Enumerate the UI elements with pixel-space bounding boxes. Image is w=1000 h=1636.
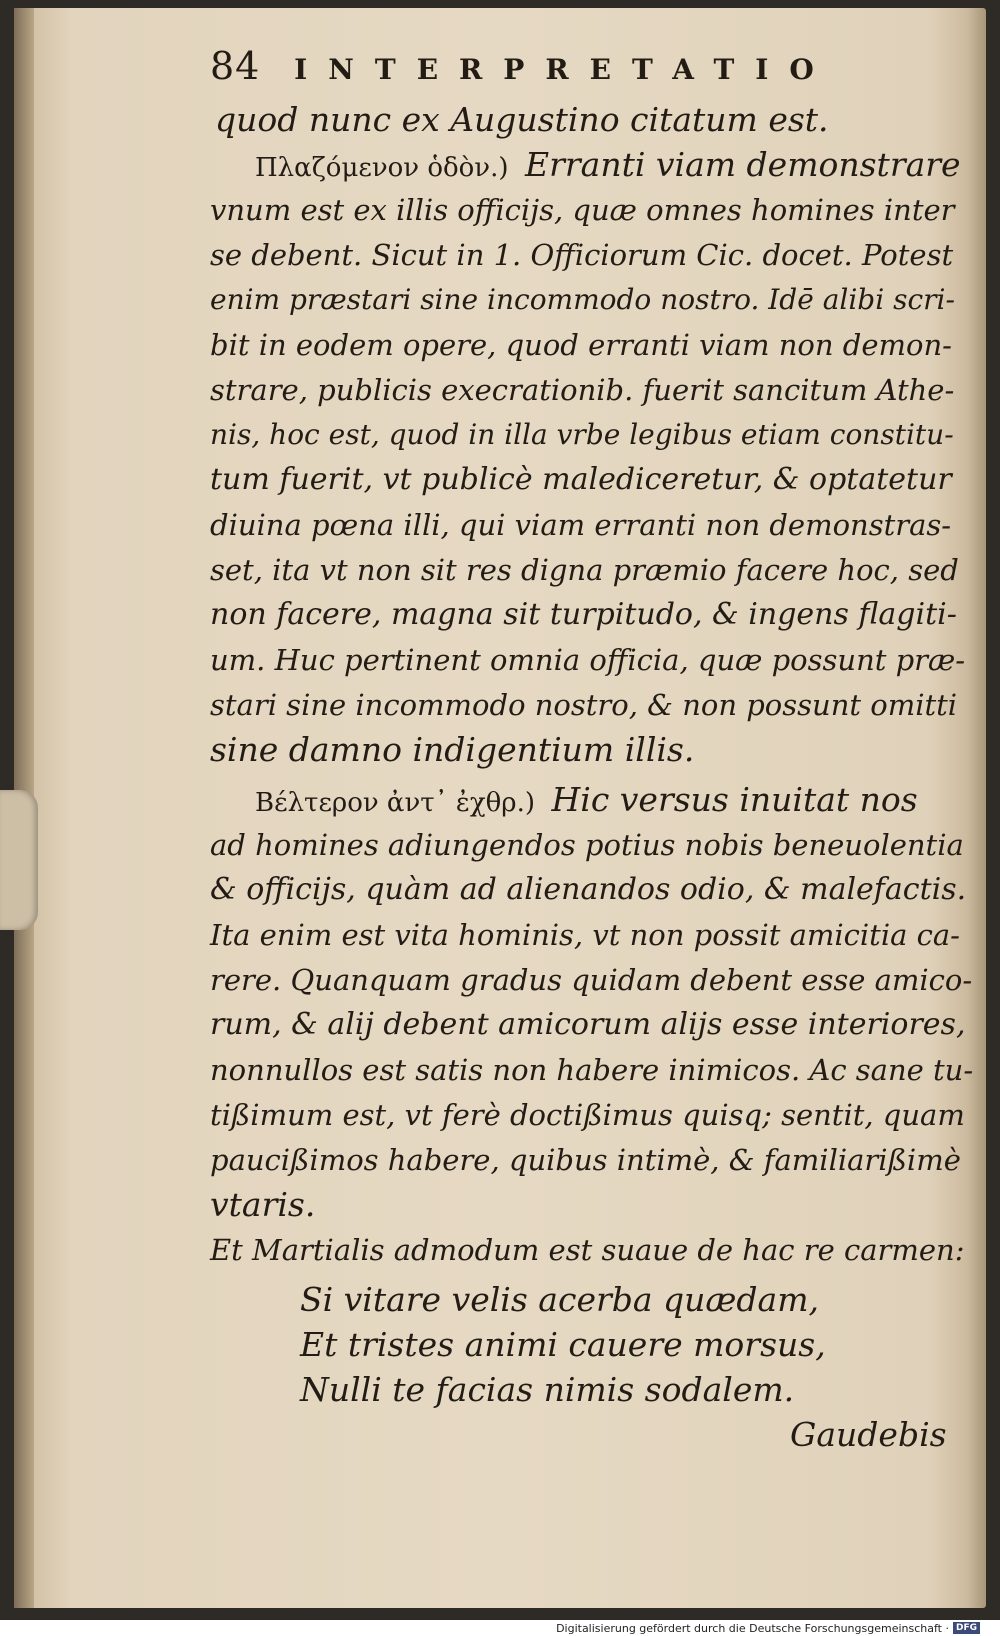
body-line-5: enim præstari sine incommodo nostro. Idē alibi scri-: [210, 283, 955, 316]
body-line-4: se debent. Sicut in 1. Officiorum Cic. docet. Potest: [210, 238, 954, 272]
body-line-20: rere. Quanquam gradus quidam debent esse amico-: [210, 963, 973, 997]
page-number: 84: [210, 44, 261, 88]
body-line-9: tum fuerit, vt publicè malediceretur, & optatetur: [210, 462, 952, 497]
body-line-10: diuina pœna illi, qui viam erranti non demonstras-: [210, 508, 952, 542]
body-line-23: tißimum est, vt ferè doctißimus quisq; sentit, quam: [210, 1098, 965, 1132]
running-title: INTERPRETATIO: [294, 53, 835, 86]
body-line-16: Βέλτερον ἀντ᾽ ἐχθρ.) Hic versus inuitat nos: [255, 780, 918, 819]
body-line-21: rum, & alij debent amicorum alijs esse interiores,: [210, 1007, 966, 1042]
body-line-11: set, ita vt non sit res digna præmio facere hoc, sed: [210, 553, 959, 587]
verse-line-1: Si vitare velis acerba quædam,: [300, 1280, 820, 1319]
body-line-8: nis, hoc est, quod in illa vrbe legibus etiam constitu-: [210, 418, 954, 451]
body-line-25: vtaris.: [210, 1185, 316, 1224]
book-clip: [0, 790, 38, 930]
body-line-12: non facere, magna sit turpitudo, & ingens flagiti-: [210, 597, 957, 632]
greek-lemma-1: Πλαζόμενον ὁδὸν.): [255, 153, 509, 183]
body-line-6: bit in eodem opere, quod erranti viam non demon-: [210, 328, 952, 362]
catchword: Gaudebis: [790, 1415, 947, 1454]
digitization-credit: [556, 1620, 980, 1636]
body-line-2: Πλαζόμενον ὁδὸν.) Erranti viam demonstrare: [255, 145, 961, 184]
dfg-logo: DFG: [953, 1622, 980, 1634]
verse-line-2: Et tristes animi cauere morsus,: [300, 1325, 826, 1364]
verse-line-3: Nulli te facias nimis sodalem.: [300, 1370, 795, 1409]
body-line-18: & officijs, quàm ad alienandos odio, & malefactis.: [210, 872, 967, 907]
body-line-22: nonnullos est satis non habere inimicos. Ac sane tu-: [210, 1053, 974, 1087]
body-line-26: Et Martialis admodum est suaue de hac re carmen:: [210, 1233, 965, 1267]
body-line-3: vnum est ex illis officijs, quæ omnes homines inter: [210, 193, 955, 227]
running-header: [210, 44, 835, 88]
body-line-7: strare, publicis execrationib. fuerit sancitum Athe-: [210, 373, 955, 407]
credit-text: Digitalisierung gefördert durch die Deutsche Forschungsgemeinschaft ·: [556, 1621, 949, 1635]
body-line-13: um. Huc pertinent omnia officia, quæ possunt præ-: [210, 643, 966, 677]
body-line-14: stari sine incommodo nostro, & non possunt omitti: [210, 688, 958, 722]
body-line-24: paucißimos habere, quibus intimè, & familiarißimè: [210, 1143, 961, 1177]
body-line-15: sine damno indigentium illis.: [210, 730, 695, 769]
greek-lemma-2: Βέλτερον ἀντ᾽ ἐχθρ.): [255, 788, 535, 818]
body-line-17: ad homines adiungendos potius nobis beneuolentia: [210, 828, 964, 862]
body-line-1: quod nunc ex Augustino citatum est.: [215, 100, 829, 139]
body-line-19: Ita enim est vita hominis, vt non possit amicitia ca-: [210, 918, 960, 952]
